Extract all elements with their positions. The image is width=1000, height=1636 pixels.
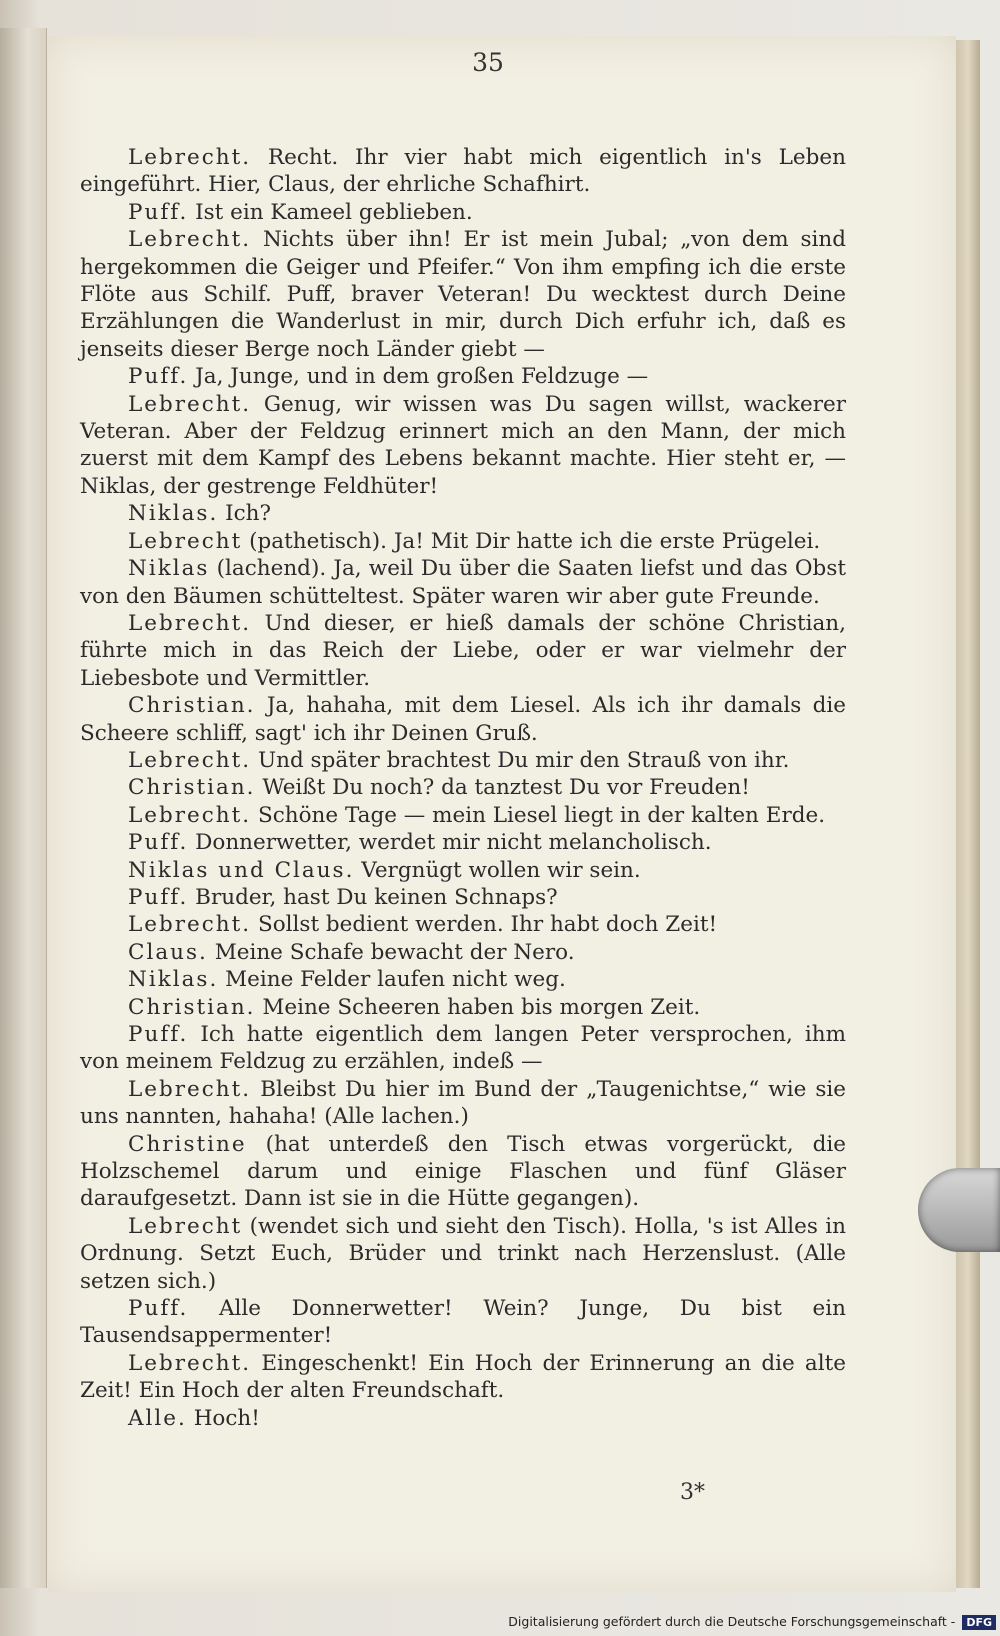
footer-text: Digitalisierung gefördert durch die Deutsche Forschungsgemeinschaft - [508, 1614, 956, 1629]
dialogue-text: Sollst bedient werden. Ihr habt doch Zeit! [257, 912, 718, 938]
dialogue-text: Und später brachtest Du mir den Strauß von ihr. [257, 747, 790, 773]
dialogue-text: Schöne Tage — mein Liesel liegt in der kalten Erde. [257, 802, 826, 828]
dialogue-paragraph [80, 994, 846, 1021]
speaker-name: Christian. [128, 994, 256, 1020]
dialogue-paragraph [80, 829, 846, 856]
signature-mark: 3* [680, 1480, 705, 1505]
speaker-name: Lebrecht. [128, 747, 252, 773]
speaker-name: Christine [128, 1131, 247, 1157]
dialogue-text: Meine Felder laufen nicht weg. [225, 967, 566, 993]
dialogue-paragraph [80, 802, 846, 829]
speaker-name: Lebrecht [128, 1213, 243, 1239]
dialogue-paragraph [80, 1350, 846, 1405]
dialogue-paragraph [80, 857, 846, 884]
dialogue-paragraph [80, 747, 846, 774]
speaker-name: Lebrecht. [128, 391, 252, 417]
dialogue-text: Ist ein Kameel geblieben. [195, 199, 473, 225]
dialogue-text: (lachend). Ja, weil Du über die Saaten liefst und das Obst von den Bäumen schütteltest. Später waren wir aber gute Freunde. [80, 556, 846, 609]
dialogue-paragraph [80, 692, 846, 747]
page-number: 35 [472, 48, 504, 77]
funding-footer [0, 1614, 996, 1636]
dialogue-text: Und dieser, er hieß damals der schöne Christian, führte mich in das Reich der Liebe, oder er war vielmehr der Liebesbote und Vermittler. [80, 610, 846, 691]
dialogue-paragraph [80, 610, 846, 692]
dialogue-text: Hoch! [193, 1405, 260, 1431]
dialogue-paragraph [80, 391, 846, 501]
speaker-name: Lebrecht. [128, 1350, 252, 1376]
dialogue-paragraph [80, 1021, 846, 1076]
dialogue-text: Bleibst Du hier im Bund der „Taugenichtse,“ wie sie uns nannten, hahaha! (Alle lachen.) [80, 1076, 846, 1130]
speaker-name: Puff. [128, 364, 189, 390]
dialogue-text: Eingeschenkt! Ein Hoch der Erinnerung an die alte Zeit! Ein Hoch der alten Freundschaft. [80, 1350, 846, 1404]
page-stack-edge [956, 40, 980, 1588]
speaker-name: Lebrecht. [128, 227, 252, 253]
dialogue-paragraph [80, 911, 846, 938]
speaker-name: Lebrecht. [128, 610, 252, 636]
dialogue-text: Meine Schafe bewacht der Nero. [214, 939, 575, 965]
dialogue-text: Alle Donnerwetter! Wein? Junge, Du bist ein Tausendsappermenter! [80, 1296, 846, 1349]
dialogue-paragraph [80, 1405, 846, 1432]
speaker-name: Niklas. [128, 501, 219, 527]
speaker-name: Puff. [128, 1022, 189, 1047]
dialogue-text: (pathetisch). Ja! Mit Dir hatte ich die erste Prügelei. [249, 528, 821, 554]
dialogue-text: Bruder, hast Du keinen Schnaps? [195, 884, 558, 910]
dialogue-paragraph [80, 1076, 846, 1131]
speaker-name: Lebrecht. [128, 802, 252, 828]
dialogue-paragraph [80, 555, 846, 610]
dialogue-text: (hat unterdeß den Tisch etwas vorgerückt, die Holzschemel darum und einige Flaschen und fünf Gläser daraufgesetzt. Dann ist sie in die Hütte gegangen). [80, 1131, 847, 1212]
dialogue-text: Ja, hahaha, mit dem Liesel. Als ich ihr damals die Scheere schliff, sagt' ich ihr Deinen Gruß. [80, 693, 846, 746]
dialogue-text: Genug, wir wissen was Du sagen willst, wackerer Veteran. Aber der Feldzug erinnert mich an den Mann, der mich zuerst mit dem Kampf des Lebens bekannt machte. Hier steht er, — Niklas, der gestrenge Feldhüter! [80, 391, 846, 499]
speaker-name: Alle. [128, 1405, 187, 1431]
speaker-name: Lebrecht. [128, 912, 252, 938]
facing-page-edge [0, 28, 47, 1588]
dialogue-paragraph [80, 966, 846, 993]
speaker-name: Claus. [128, 939, 208, 965]
scanner-clip [918, 1168, 1000, 1252]
page-text [80, 144, 846, 1432]
dialogue-text: Ja, Junge, und in dem großen Feldzuge — [195, 364, 649, 390]
dialogue-text: Donnerwetter, werdet mir nicht melancholisch. [195, 830, 712, 856]
speaker-name: Puff. [128, 199, 189, 225]
dialogue-text: Recht. Ihr vier habt mich eigentlich in's Leben eingeführt. Hier, Claus, der ehrliche Schafhirt. [80, 145, 846, 198]
dialogue-paragraph [80, 144, 846, 199]
speaker-name: Puff. [128, 1296, 189, 1322]
speaker-name: Lebrecht. [128, 145, 252, 170]
dialogue-paragraph [80, 199, 846, 226]
dialogue-text: (wendet sich und sieht den Tisch). Holla, 's ist Alles in Ordnung. Setzt Euch, Brüder und trinkt nach Herzenslust. (Alle setzen sich.) [80, 1213, 847, 1294]
speaker-name: Puff. [128, 884, 189, 910]
dialogue-paragraph [80, 939, 846, 966]
dialogue-paragraph [80, 1295, 846, 1350]
dialogue-text: Vergnügt wollen wir sein. [361, 857, 641, 883]
dialogue-text: Meine Scheeren haben bis morgen Zeit. [262, 994, 701, 1020]
speaker-name: Christian. [128, 693, 256, 719]
speaker-name: Lebrecht [128, 528, 243, 554]
speaker-name: Niklas und Claus. [128, 857, 355, 883]
speaker-name: Niklas. [128, 967, 219, 993]
dialogue-text: Ich? [225, 501, 272, 527]
speaker-name: Christian. [128, 775, 256, 801]
dialogue-text: Weißt Du noch? da tanztest Du vor Freuden! [262, 775, 750, 801]
dialogue-paragraph [80, 884, 846, 911]
dialogue-paragraph [80, 363, 846, 390]
dialogue-paragraph [80, 1131, 846, 1213]
dialogue-text: Ich hatte eigentlich dem langen Peter versprochen, ihm von meinem Feldzug zu erzählen, indeß — [80, 1022, 846, 1075]
dialogue-paragraph [80, 500, 846, 527]
speaker-name: Lebrecht. [128, 1076, 252, 1102]
speaker-name: Niklas [128, 556, 210, 582]
speaker-name: Puff. [128, 830, 189, 856]
dfg-logo: DFG [962, 1615, 996, 1630]
dialogue-paragraph [80, 774, 846, 801]
dialogue-paragraph [80, 1213, 846, 1295]
dialogue-text: Nichts über ihn! Er ist mein Jubal; „von dem sind hergekommen die Geiger und Pfeifer.“ Von ihm empfing ich die erste Flöte aus Schilf. Puff, braver Veteran! Du wecktest durch Deine Erzählungen die Wanderlust in mir, durch Dich erfuhr ich, daß es jenseits dieser Berge noch Länder giebt — [80, 227, 846, 362]
dialogue-paragraph [80, 226, 846, 363]
dialogue-paragraph [80, 528, 846, 555]
